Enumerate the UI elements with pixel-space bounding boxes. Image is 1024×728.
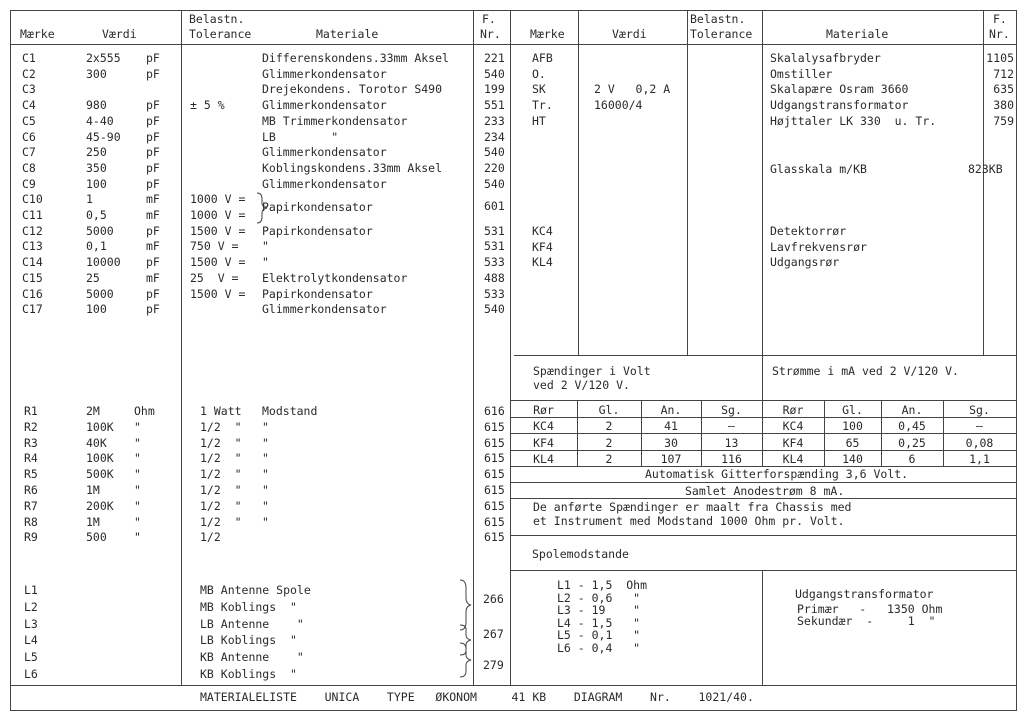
resistor-load: 1/2 " [200, 514, 242, 529]
voltages-cell: KL4 [533, 451, 554, 466]
currents-cell: — [976, 419, 983, 434]
capacitor-mark: C6 [22, 129, 36, 144]
voltages-cell: KF4 [533, 435, 554, 450]
header-nr-right: Nr. [989, 27, 1010, 41]
voltages-cell: 30 [664, 435, 678, 450]
coil-mark: L5 [24, 650, 38, 665]
resistor-value: 1M [86, 514, 100, 529]
capacitor-nr: 531 [484, 223, 505, 238]
currents-header-cell: Sg. [969, 403, 990, 417]
capacitor-material: Glimmerkondensator [262, 145, 387, 160]
capacitor-value: 4-40 [86, 113, 114, 128]
header-materiale-left: Materiale [316, 27, 379, 41]
resistor-material: " [262, 451, 269, 466]
capacitor-nr: 540 [484, 66, 505, 81]
resistor-load: 1/2 [200, 530, 221, 545]
note-measure-2: et Instrument med Modstand 1000 Ohm pr. Volt. [533, 514, 845, 528]
header-nr-left: Nr. [480, 27, 501, 41]
capacitor-mark: C15 [22, 270, 43, 285]
capacitor-material: Glimmerkondensator [262, 66, 387, 81]
currents-cell: 0,25 [898, 435, 926, 450]
spole-item: L5 - 0,1 " [557, 628, 641, 642]
capacitor-material: LB " [262, 129, 339, 144]
resistor-value: 40K [86, 435, 107, 450]
voltages-header-cell: Rør [533, 403, 554, 417]
capacitor-mark: C11 [22, 208, 43, 222]
capacitor-value: 2x555 [86, 51, 121, 65]
capacitor-tolerance: 1000 V = [190, 192, 246, 207]
capacitor-value: 1 [86, 192, 93, 207]
capacitor-material: " [262, 239, 269, 254]
part-material: Højttaler LK 330 u. Tr. [770, 113, 937, 128]
part-nr: 380 [993, 98, 1014, 113]
capacitor-nr: 531 [484, 239, 505, 254]
coil-material: KB Koblings " [200, 667, 297, 681]
resistor-value: 100K [86, 451, 114, 466]
tube-mark: KC4 [532, 224, 553, 238]
note-measure-1: De anførte Spændinger er maalt fra Chassis med [533, 500, 852, 514]
capacitor-unit: pF [146, 255, 160, 270]
resistor-value: 500K [86, 467, 114, 482]
capacitor-unit: pF [146, 98, 160, 113]
coil-mark: L6 [24, 667, 38, 681]
capacitor-unit: pF [146, 286, 160, 301]
capacitor-value: 0,1 [86, 239, 107, 254]
resistor-load: 1 Watt [200, 404, 242, 418]
part-mark: SK [532, 82, 546, 97]
capacitor-value: 300 [86, 66, 107, 81]
coil-nr-2: 267 [483, 627, 504, 641]
capacitor-material: Glimmerkondensator [262, 302, 387, 317]
voltages-cell: 41 [664, 419, 678, 434]
resistor-nr: 615 [484, 483, 505, 497]
capacitor-value: 0,5 [86, 208, 107, 222]
capacitor-material: Differenskondens.33mm Aksel [262, 51, 449, 65]
capacitor-material: Glimmerkondensator [262, 176, 387, 191]
voltages-title-1: Spændinger i Volt [533, 364, 651, 378]
resistor-nr: 615 [484, 419, 505, 434]
resistor-mark: R9 [24, 530, 38, 545]
resistor-nr: 616 [484, 404, 505, 418]
capacitor-material: Glimmerkondensator [262, 98, 387, 113]
header-vaerdi-left: Værdi [102, 27, 137, 41]
coil-material: MB Antenne Spole [200, 583, 311, 597]
capacitor-nr: 199 [484, 82, 505, 97]
currents-header-cell: Gl. [842, 403, 863, 417]
header-tolerance-left: Tolerance [189, 27, 252, 41]
tube-material: Detektorrør [770, 224, 847, 238]
capacitor-mark: C4 [22, 98, 36, 113]
capacitor-mark: C5 [22, 113, 36, 128]
resistor-value: 500 [86, 530, 107, 545]
part-nr: 1105 [986, 51, 1014, 65]
capacitor-material: Drejekondens. Torotor S490 [262, 82, 443, 97]
spole-title: Spolemodstande [532, 547, 629, 561]
capacitor-nr: 234 [484, 129, 505, 144]
capacitor-nr: 488 [484, 270, 505, 285]
capacitor-unit: pF [146, 160, 160, 175]
capacitor-mark: C7 [22, 145, 36, 160]
capacitor-nr: 533 [484, 286, 505, 301]
capacitor-mark: C3 [22, 82, 36, 97]
voltages-cell: 2 [605, 419, 613, 434]
resistor-mark: R8 [24, 514, 38, 529]
coil-nr-3: 279 [483, 658, 504, 672]
voltages-header-cell: An. [660, 403, 682, 417]
voltages-header-cell: Sg. [721, 403, 742, 417]
part-mark: HT [532, 113, 546, 128]
tube-mark: KL4 [532, 255, 553, 270]
header-tolerance-right: Tolerance [690, 27, 753, 41]
header-f-right: F. [993, 12, 1007, 26]
resistor-value: 200K [86, 498, 114, 513]
coil-material: KB Antenne " [200, 650, 304, 665]
voltages-cell: 2 [605, 435, 613, 450]
header-f-left: F. [482, 12, 496, 26]
resistor-load: 1/2 " [200, 498, 242, 513]
voltages-cell: 116 [721, 451, 742, 466]
currents-cell: KL4 [782, 451, 804, 466]
coil-material: LB Antenne " [200, 616, 304, 631]
resistor-mark: R5 [24, 467, 38, 482]
part-value: 16000/4 [594, 98, 643, 113]
currents-title: Strømme i mA ved 2 V/120 V. [772, 364, 959, 378]
capacitor-value: 25 [86, 270, 100, 285]
tube-mark: KF4 [532, 239, 553, 254]
part-material: Omstiller [770, 66, 833, 81]
coil-material: LB Koblings " [200, 633, 297, 648]
header-maerke-left: Mærke [20, 27, 55, 41]
resistor-load: 1/2 " [200, 467, 242, 482]
part-mark: O. [532, 66, 546, 81]
voltages-cell: KC4 [533, 419, 554, 434]
part-nr: 712 [993, 66, 1014, 81]
resistor-unit: " [134, 419, 141, 434]
capacitor-unit: pF [146, 145, 160, 160]
resistor-unit: " [134, 498, 141, 513]
capacitor-material: Koblingskondens.33mm Aksel [262, 160, 443, 175]
capacitor-value: 350 [86, 160, 107, 175]
coil-mark: L1 [24, 583, 38, 597]
capacitor-mark: C12 [22, 223, 43, 238]
voltages-cell: — [728, 419, 735, 434]
resistor-unit: " [134, 435, 141, 450]
capacitor-unit: pF [146, 66, 160, 81]
currents-cell: 1,1 [969, 451, 990, 466]
voltages-header-cell: Gl. [598, 403, 620, 417]
resistor-value: 100K [86, 419, 114, 434]
coil-mark: L2 [24, 599, 38, 614]
capacitor-unit: mF [146, 192, 160, 207]
part-mark: Tr. [532, 98, 553, 113]
capacitor-value: 10000 [86, 255, 121, 270]
part-nr: 759 [993, 113, 1014, 128]
capacitor-tolerance: 1500 V = [190, 255, 246, 270]
resistor-nr: 615 [484, 498, 505, 513]
resistor-material: " [262, 419, 269, 434]
capacitor-tolerance: 25 V = [190, 270, 239, 285]
currents-header-cell: An. [901, 403, 923, 417]
note-anode: Samlet Anodestrøm 8 mA. [685, 484, 845, 498]
coil-material: MB Koblings " [200, 599, 297, 614]
glasskala-nr: 823KB [968, 162, 1003, 176]
udgang-primaer: Primær - 1350 Ohm [797, 602, 943, 616]
currents-cell: 0,45 [898, 419, 926, 434]
capacitor-tolerance: 1500 V = [190, 223, 246, 238]
resistor-nr: 615 [484, 530, 505, 545]
part-material: Skalalysafbryder [770, 51, 881, 65]
resistor-load: 1/2 " [200, 483, 242, 497]
coil-nr-1: 266 [483, 592, 504, 606]
capacitor-tolerance: ± 5 % [190, 98, 225, 113]
capacitor-mark: C10 [22, 192, 43, 207]
resistor-mark: R4 [24, 451, 38, 466]
capacitor-tolerance: 750 V = [190, 239, 239, 254]
resistor-unit: " [134, 514, 141, 529]
capacitor-unit: mF [146, 208, 160, 222]
resistor-mark: R3 [24, 435, 38, 450]
capacitor-value: 5000 [86, 286, 114, 301]
capacitor-value: 980 [86, 98, 107, 113]
header-maerke-right: Mærke [530, 27, 565, 41]
part-mark: AFB [532, 51, 553, 65]
capacitor-tolerance: 1000 V = [190, 208, 246, 222]
spole-item: L3 - 19 " [557, 603, 641, 617]
currents-cell: 65 [845, 435, 860, 450]
currents-cell: KC4 [782, 419, 804, 434]
note-gitter: Automatisk Gitterforspænding 3,6 Volt. [645, 467, 909, 481]
capacitor-material: Papirkondensator [262, 286, 373, 301]
resistor-unit: " [134, 467, 141, 482]
capacitor-value: 100 [86, 302, 107, 317]
capacitor-nr: 533 [484, 255, 505, 270]
part-nr: 635 [993, 82, 1014, 97]
capacitor-nr: 540 [484, 145, 505, 160]
capacitor-value: 5000 [86, 223, 114, 238]
header-vaerdi-right: Værdi [612, 27, 647, 41]
capacitor-mark: C8 [22, 160, 36, 175]
part-value: 2 V 0,2 A [594, 82, 671, 97]
resistor-nr: 615 [484, 435, 505, 450]
resistor-mark: R2 [24, 419, 38, 434]
resistor-value: 1M [86, 483, 100, 497]
capacitor-nr: 540 [484, 302, 505, 317]
capacitor-value: 45-90 [86, 129, 121, 144]
capacitor-mark: C1 [22, 51, 36, 65]
currents-cell: 6 [908, 451, 916, 466]
footer-title: MATERIALELISTE UNICA TYPE ØKONOM 41 KB DIAGRAM Nr. 1021/40. [200, 690, 754, 704]
capacitor-unit: pF [146, 176, 160, 191]
voltages-title-2: ved 2 V/120 V. [533, 378, 630, 392]
resistor-material: " [262, 467, 269, 482]
resistor-value: 2M [86, 404, 100, 418]
capacitor-mark: C9 [22, 176, 36, 191]
capacitor-unit: pF [146, 51, 160, 65]
resistor-nr: 615 [484, 514, 505, 529]
currents-cell: 0,08 [965, 435, 994, 450]
coil-mark: L3 [24, 616, 38, 631]
resistor-material: Modstand [262, 404, 318, 418]
voltages-cell: 107 [660, 451, 682, 466]
resistor-material: " [262, 435, 269, 450]
capacitor-unit: pF [146, 113, 160, 128]
udgang-title: Udgangstransformator [795, 587, 934, 601]
capacitor-unit: mF [146, 239, 160, 254]
currents-cell: 100 [842, 419, 863, 434]
resistor-unit: Ohm [134, 404, 155, 418]
resistor-unit: " [134, 530, 141, 545]
capacitor-mark: C17 [22, 302, 43, 317]
part-material: Udgangstransformator [770, 98, 909, 113]
resistor-nr: 615 [484, 467, 505, 482]
paper-group-material: Papirkondensator [262, 200, 373, 214]
currents-cell: KF4 [782, 435, 804, 450]
resistor-load: 1/2 " [200, 435, 242, 450]
capacitor-unit: pF [146, 129, 160, 144]
capacitor-mark: C14 [22, 255, 43, 270]
header-belastn-left: Belastn. [189, 12, 245, 26]
capacitor-mark: C13 [22, 239, 43, 254]
resistor-nr: 615 [484, 451, 505, 466]
capacitor-nr: 540 [484, 176, 505, 191]
capacitor-unit: pF [146, 223, 160, 238]
coil-mark: L4 [24, 633, 38, 648]
resistor-material: " [262, 514, 269, 529]
resistor-material: " [262, 483, 269, 497]
capacitor-material: Elektrolytkondensator [262, 270, 408, 285]
capacitor-nr: 551 [484, 98, 505, 113]
capacitor-value: 250 [86, 145, 107, 160]
currents-cell: 140 [842, 451, 863, 466]
capacitor-nr: 220 [484, 160, 505, 175]
resistor-mark: R6 [24, 483, 38, 497]
paper-group-nr: 601 [484, 199, 505, 213]
spole-item: L4 - 1,5 " [557, 615, 641, 630]
voltages-cell: 13 [724, 435, 739, 450]
resistor-unit: " [134, 451, 141, 466]
capacitor-nr: 221 [484, 51, 505, 65]
capacitor-mark: C16 [22, 286, 43, 301]
voltages-cell: 2 [605, 451, 613, 466]
header-belastn-right: Belastn. [690, 12, 746, 26]
capacitor-value: 100 [86, 176, 107, 191]
resistor-mark: R1 [24, 404, 38, 418]
capacitor-nr: 233 [484, 113, 505, 128]
udgang-sekundaer: Sekundær - 1 " [797, 614, 936, 628]
resistor-load: 1/2 " [200, 451, 242, 466]
glasskala-material: Glasskala m/KB [770, 162, 867, 176]
resistor-load: 1/2 " [200, 419, 242, 434]
capacitor-unit: pF [146, 302, 160, 317]
capacitor-mark: C2 [22, 66, 36, 81]
spole-item: L6 - 0,4 " [557, 640, 641, 655]
capacitor-tolerance: 1500 V = [190, 286, 246, 301]
spole-item: L2 - 0,6 " [557, 590, 641, 605]
currents-header-cell: Rør [782, 403, 804, 417]
tube-material: Lavfrekvensrør [770, 239, 867, 254]
header-materiale-right: Materiale [826, 27, 889, 41]
spole-item: L1 - 1,5 Ohm [557, 578, 648, 592]
capacitor-material: " [262, 255, 269, 270]
tube-material: Udgangsrør [770, 255, 840, 270]
part-material: Skalapære Osram 3660 [770, 82, 909, 97]
capacitor-material: Papirkondensator [262, 223, 373, 238]
resistor-material: " [262, 498, 269, 513]
capacitor-unit: mF [146, 270, 160, 285]
resistor-unit: " [134, 483, 141, 497]
resistor-mark: R7 [24, 498, 38, 513]
capacitor-material: MB Trimmerkondensator [262, 113, 408, 128]
